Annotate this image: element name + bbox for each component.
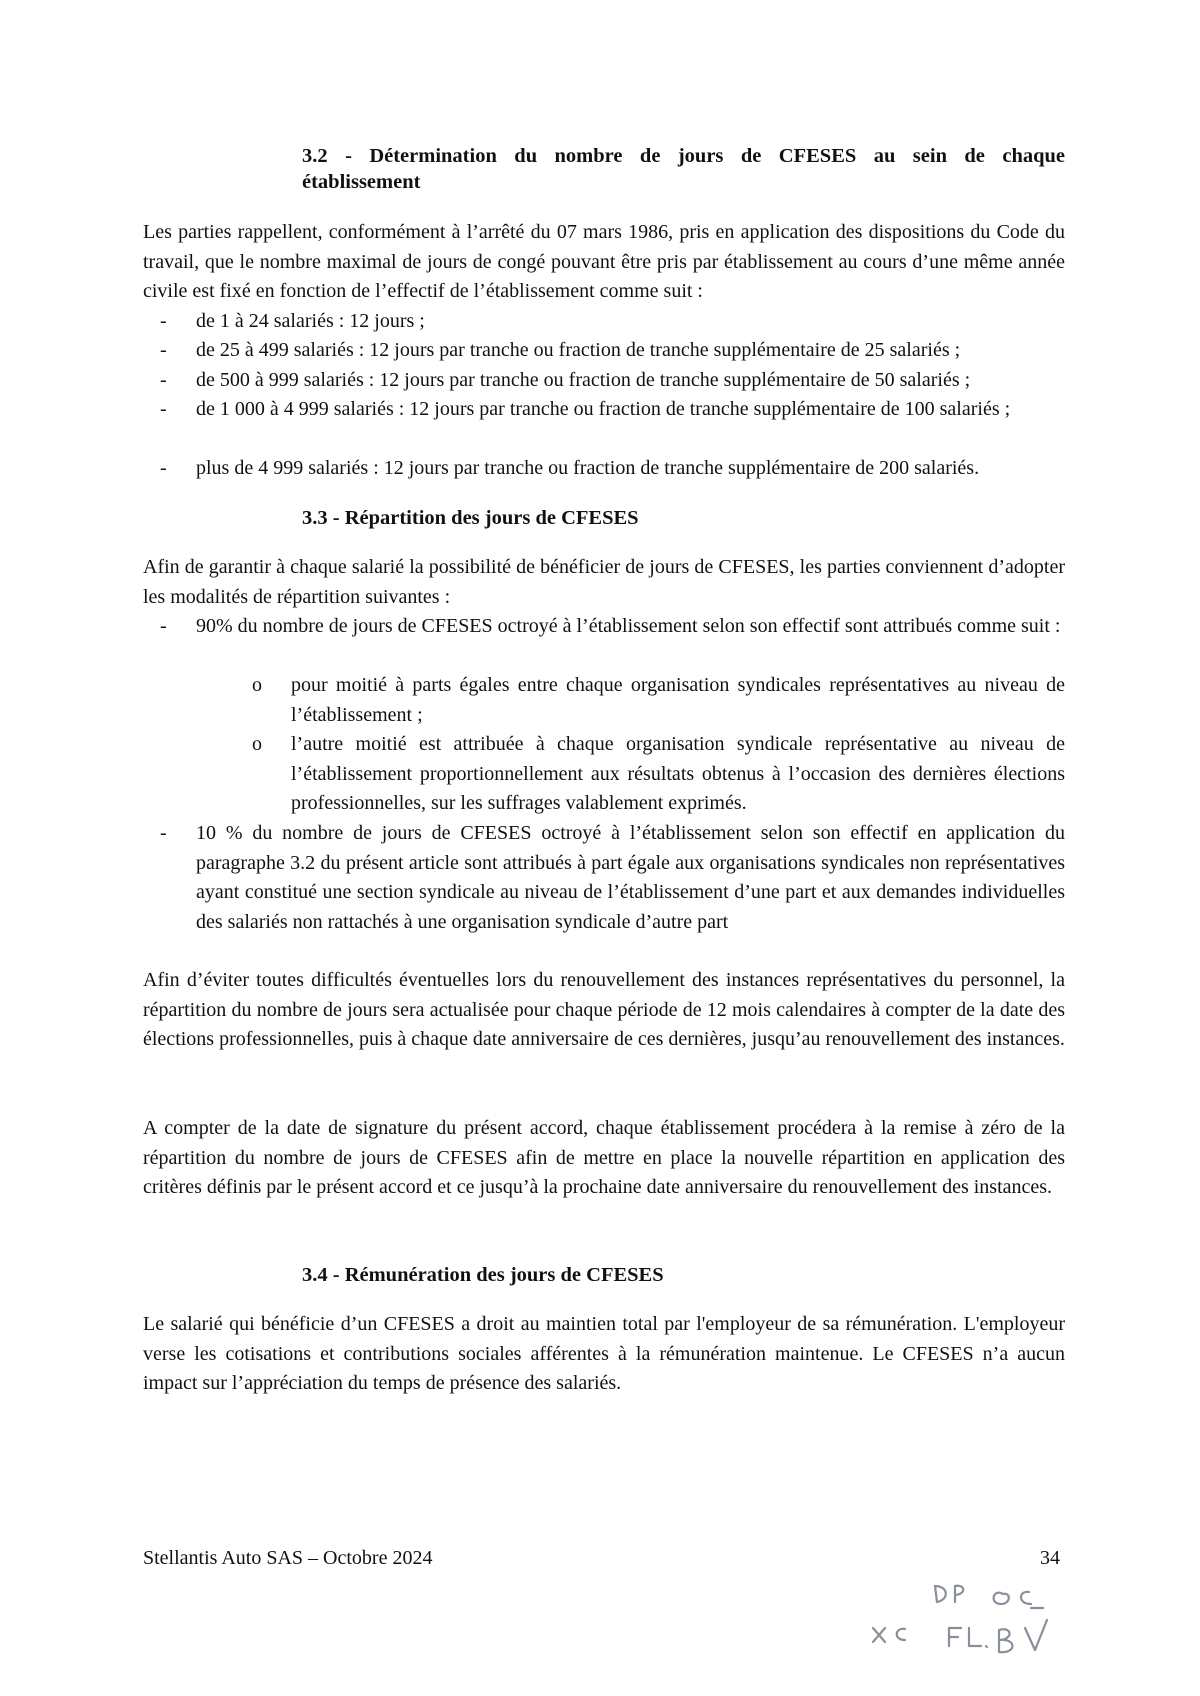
initials-xc	[873, 1628, 905, 1642]
initials-oc	[994, 1592, 1043, 1608]
list-dash: -	[160, 822, 167, 844]
list-circle: o	[252, 733, 262, 755]
list-item: de 500 à 999 salariés : 12 jours par tranche ou fraction de tranche supplémentaire de 50 salariés ;	[196, 369, 971, 391]
section-3-3-paragraph-3: A compter de la date de signature du présent accord, chaque établissement procédera à la remise à zéro de la répartition du nombre de jours de CFESES afin de mettre en place la nouvelle répartition en application des critères définis par le présent accord et ce jusqu’à la prochaine date anniversaire du renouvellement des instances.	[143, 1117, 1065, 1198]
list-item: 10 % du nombre de jours de CFESES octroyé à l’établissement selon son effectif en application du paragraphe 3.2 du présent article sont attribués à part égale aux organisations syndicales non représentatives ayant constitué une section syndicale au niveau de l’établissement d’une part et aux demandes individuelles des salariés non rattachés à une organisation syndicale d’autre part	[196, 822, 1065, 933]
list-dash: -	[160, 398, 167, 420]
list-dash: -	[160, 615, 167, 637]
list-item: de 1 000 à 4 999 salariés : 12 jours par tranche ou fraction de tranche supplémentaire de 100 salariés ;	[196, 398, 1011, 420]
list-item: plus de 4 999 salariés : 12 jours par tranche ou fraction de tranche supplémentaire de 200 salariés.	[196, 457, 980, 479]
section-3-2-heading-line2: établissement	[302, 171, 421, 193]
section-3-3-paragraph-2: Afin d’éviter toutes difficultés éventuelles lors du renouvellement des instances représentatives du personnel, la répartition du nombre de jours sera actualisée pour chaque période de 12 mois calendaires à compter de la date des élections professionnelles, puis à chaque date anniversaire de ces dernières, jusqu’au renouvellement des instances.	[143, 969, 1065, 1050]
section-3-2-intro: Les parties rappellent, conformément à l’arrêté du 07 mars 1986, pris en application des dispositions du Code du travail, que le nombre maximal de jours de congé pouvant être pris par établissement au cours d’une même année civile est fixé en fonction de l’effectif de l’établissement comme suit :	[143, 221, 1065, 302]
list-dash: -	[160, 310, 167, 332]
initials-bv	[999, 1620, 1047, 1652]
section-3-4-heading: 3.4 - Rémunération des jours de CFESES	[302, 1264, 664, 1286]
list-dash: -	[160, 457, 167, 479]
sub-list-item: l’autre moitié est attribuée à chaque organisation syndicale représentative au niveau de l’établissement proportionnellement aux résultats obtenus à l’occasion des dernières élections professionnelles, sur les suffrages valablement exprimés.	[291, 733, 1065, 814]
handwritten-initials	[865, 1578, 1075, 1658]
list-dash: -	[160, 339, 167, 361]
page-number: 34	[1040, 1547, 1060, 1569]
list-item: 90% du nombre de jours de CFESES octroyé à l’établissement selon son effectif sont attribués comme suit :	[196, 615, 1061, 637]
initials-fl	[949, 1628, 987, 1647]
list-item: de 25 à 499 salariés : 12 jours par tranche ou fraction de tranche supplémentaire de 25 salariés ;	[196, 339, 961, 361]
footer-left: Stellantis Auto SAS – Octobre 2024	[143, 1547, 433, 1569]
section-3-4-paragraph: Le salarié qui bénéficie d’un CFESES a droit au maintien total par l'employeur de sa rémunération. L'employeur verse les cotisations et contributions sociales afférentes à la rémunération maintenue. Le CFESES n’a aucun impact sur l’appréciation du temps de présence des salariés.	[143, 1313, 1065, 1394]
list-circle: o	[252, 674, 262, 696]
list-item: de 1 à 24 salariés : 12 jours ;	[196, 310, 425, 332]
section-3-3-intro: Afin de garantir à chaque salarié la possibilité de bénéficier de jours de CFESES, les parties conviennent d’adopter les modalités de répartition suivantes :	[143, 556, 1065, 608]
sub-list-item: pour moitié à parts égales entre chaque organisation syndicales représentatives au niveau de l’établissement ;	[291, 674, 1065, 726]
initials-dp	[935, 1586, 963, 1602]
section-3-3-heading: 3.3 - Répartition des jours de CFESES	[302, 507, 639, 529]
list-dash: -	[160, 369, 167, 391]
section-3-2-heading-line1: 3.2 - Détermination du nombre de jours de CFESES au sein de chaque	[302, 145, 1065, 167]
